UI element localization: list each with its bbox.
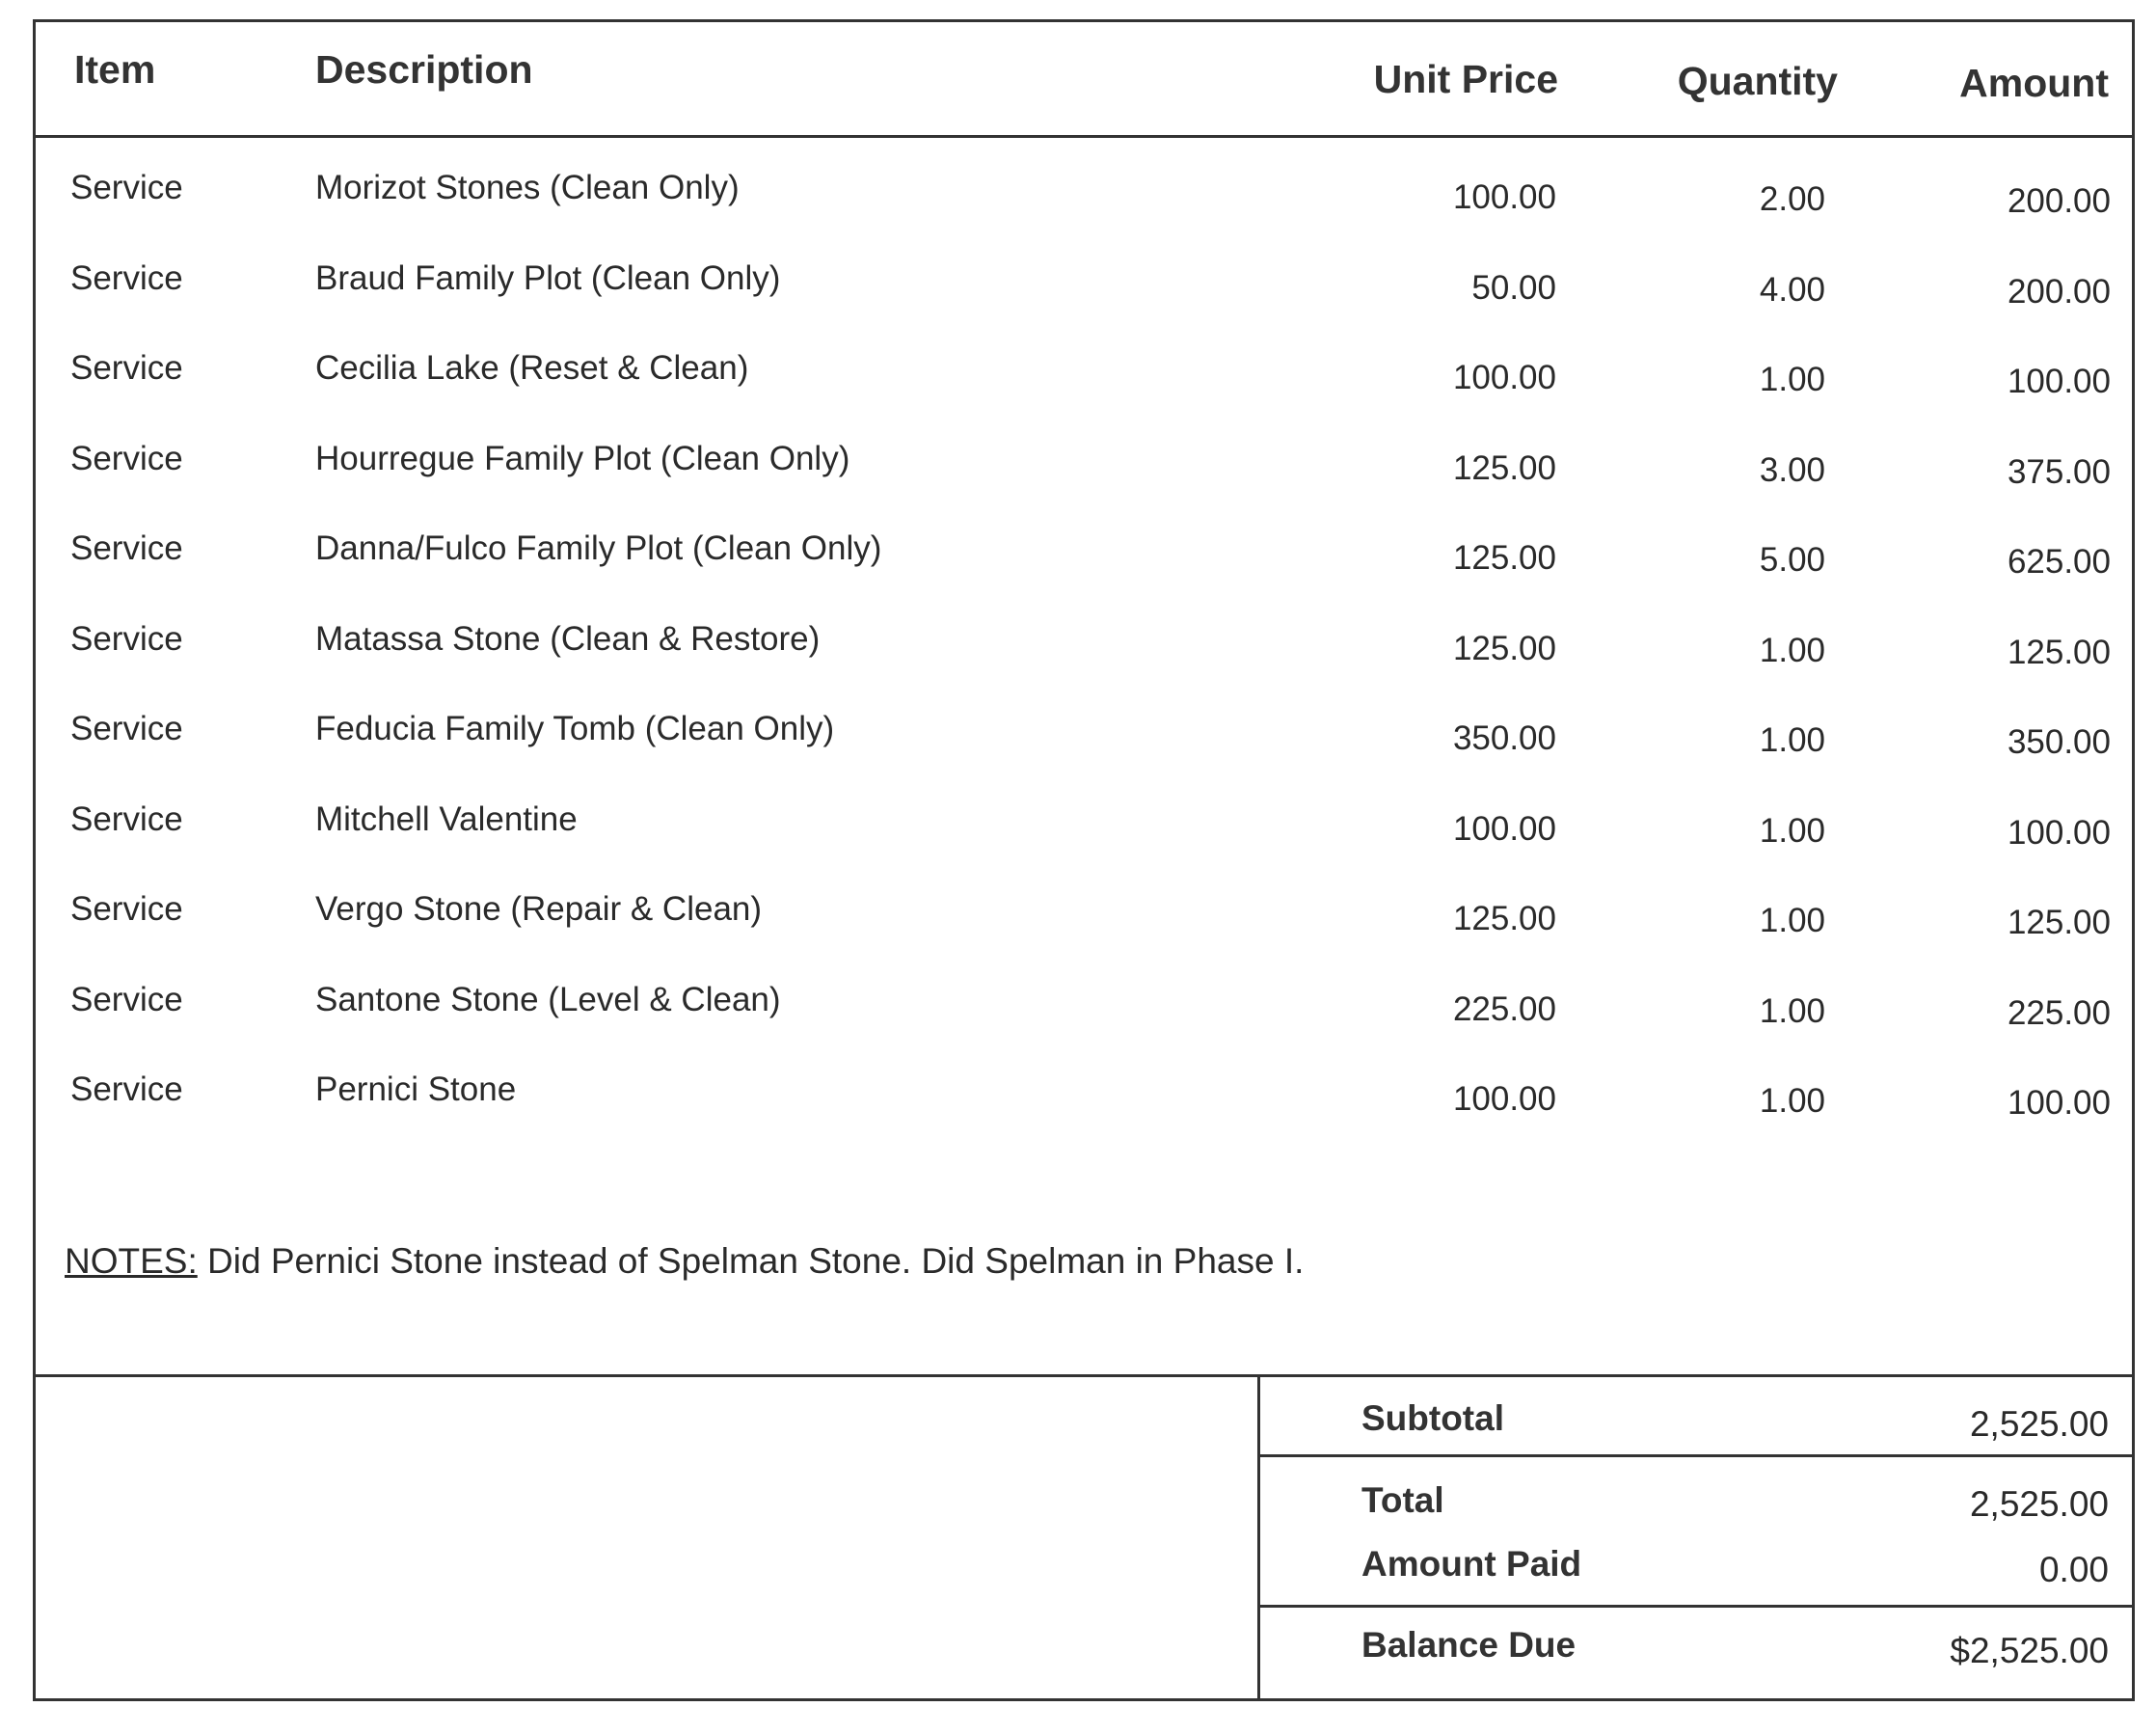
item-quantity: 1.00	[1759, 1082, 1825, 1120]
item-amount: 125.00	[2007, 904, 2111, 941]
header-unit-price: Unit Price	[1373, 57, 1558, 101]
item-type: Service	[70, 349, 183, 387]
header-description: Description	[315, 47, 533, 92]
item-quantity: 1.00	[1759, 631, 1825, 669]
item-description: Pernici Stone	[315, 1070, 517, 1108]
item-amount: 100.00	[2007, 1084, 2111, 1122]
table-row	[36, 950, 2132, 1041]
item-amount: 200.00	[2007, 182, 2111, 220]
header-amount: Amount	[1959, 61, 2109, 105]
item-unit-price: 100.00	[1452, 1080, 1556, 1118]
balance-due-label: Balance Due	[1361, 1625, 1577, 1665]
line-items	[36, 138, 2132, 1130]
item-quantity: 4.00	[1759, 270, 1825, 309]
table-row	[36, 859, 2132, 950]
item-quantity: 1.00	[1759, 991, 1825, 1030]
item-quantity: 2.00	[1759, 180, 1825, 218]
item-unit-price: 100.00	[1452, 359, 1556, 396]
item-amount: 375.00	[2007, 452, 2111, 491]
item-type: Service	[70, 169, 183, 206]
item-type: Service	[70, 439, 183, 477]
item-unit-price: 125.00	[1452, 629, 1556, 667]
item-unit-price: 125.00	[1452, 539, 1556, 577]
totals-box	[1257, 1377, 2132, 1698]
amount-paid-label: Amount Paid	[1361, 1544, 1582, 1584]
item-description: Braud Family Plot (Clean Only)	[315, 258, 781, 297]
table-row	[36, 589, 2132, 680]
item-type: Service	[70, 529, 183, 567]
item-quantity: 3.00	[1759, 450, 1825, 489]
balance-due-row	[1260, 1608, 2132, 1685]
item-quantity: 1.00	[1759, 721, 1825, 759]
table-row	[36, 499, 2132, 589]
item-unit-price: 125.00	[1452, 900, 1556, 937]
item-quantity: 1.00	[1759, 902, 1825, 939]
item-amount: 625.00	[2007, 543, 2111, 581]
invoice-table	[33, 19, 2135, 1701]
item-amount: 125.00	[2007, 633, 2111, 671]
item-type: Service	[70, 980, 183, 1018]
total-label: Total	[1361, 1480, 1444, 1520]
table-row	[36, 138, 2132, 229]
table-row	[36, 679, 2132, 770]
item-amount: 200.00	[2007, 272, 2111, 311]
item-description: Hourregue Family Plot (Clean Only)	[315, 439, 850, 477]
table-header	[36, 22, 2132, 138]
item-description: Mitchell Valentine	[315, 799, 578, 838]
item-description: Feducia Family Tomb (Clean Only)	[315, 710, 835, 747]
subtotal-value: 2,525.00	[1969, 1404, 2109, 1444]
table-row	[36, 318, 2132, 409]
notes-label: NOTES:	[65, 1241, 198, 1281]
item-type: Service	[70, 890, 183, 928]
item-unit-price: 100.00	[1452, 809, 1556, 848]
total-paid-rows	[1260, 1457, 2132, 1608]
total-value: 2,525.00	[1969, 1484, 2109, 1524]
table-row	[36, 229, 2132, 319]
item-quantity: 5.00	[1759, 541, 1825, 579]
balance-due-value: $2,525.00	[1950, 1631, 2109, 1670]
item-unit-price: 50.00	[1471, 268, 1556, 307]
item-amount: 100.00	[2007, 813, 2111, 852]
item-description: Matassa Stone (Clean & Restore)	[315, 619, 821, 658]
header-quantity: Quantity	[1677, 59, 1838, 103]
item-type: Service	[70, 619, 183, 658]
item-unit-price: 100.00	[1452, 178, 1556, 216]
table-row	[36, 1040, 2132, 1130]
item-amount: 350.00	[2007, 723, 2111, 761]
item-type: Service	[70, 1070, 183, 1108]
notes-text: Did Pernici Stone instead of Spelman Stone. Did Spelman in Phase I.	[197, 1241, 1305, 1281]
item-description: Cecilia Lake (Reset & Clean)	[315, 349, 749, 387]
item-amount: 225.00	[2007, 993, 2111, 1032]
item-description: Morizot Stones (Clean Only)	[315, 169, 740, 206]
table-row	[36, 770, 2132, 860]
item-description: Vergo Stone (Repair & Clean)	[315, 890, 763, 928]
item-type: Service	[70, 799, 183, 838]
item-quantity: 1.00	[1759, 811, 1825, 850]
item-description: Santone Stone (Level & Clean)	[315, 980, 781, 1018]
item-unit-price: 225.00	[1452, 989, 1556, 1028]
subtotal-label: Subtotal	[1361, 1398, 1504, 1438]
item-quantity: 1.00	[1759, 361, 1825, 398]
item-amount: 100.00	[2007, 363, 2111, 400]
item-type: Service	[70, 258, 183, 297]
item-unit-price: 350.00	[1452, 719, 1556, 757]
notes	[65, 1241, 1304, 1282]
item-description: Danna/Fulco Family Plot (Clean Only)	[315, 529, 882, 567]
subtotal-row	[1260, 1377, 2132, 1457]
item-type: Service	[70, 710, 183, 747]
table-row	[36, 409, 2132, 500]
item-unit-price: 125.00	[1452, 448, 1556, 487]
amount-paid-value: 0.00	[2038, 1550, 2109, 1589]
header-item: Item	[74, 47, 156, 92]
